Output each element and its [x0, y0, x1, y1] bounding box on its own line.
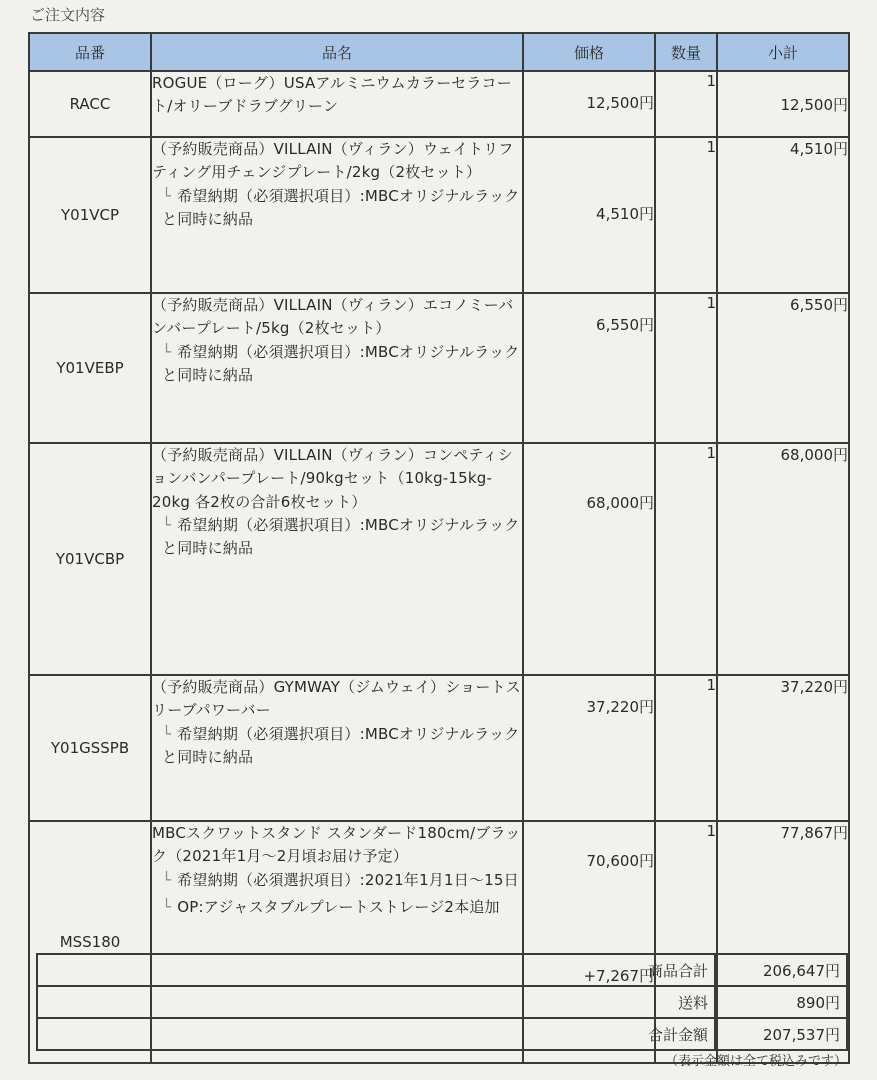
option-marker: └ [162, 870, 172, 889]
item-name: （予約販売商品）VILLAIN（ヴィラン）エコノミーバンバープレート/5kg（2枚セット） [152, 296, 514, 338]
totals-label: 送料 [37, 986, 715, 1018]
item-name: ROGUE（ローグ）USAアルミニウムカラーセラコート/オリーブドラブグリーン [152, 74, 512, 116]
header-subtotal: 小計 [717, 33, 849, 71]
item-qty: 1 [655, 821, 717, 1063]
header-qty: 数量 [655, 33, 717, 71]
totals-row [37, 1018, 847, 1050]
option-marker: └ [162, 897, 172, 916]
item-code: Y01GSSPB [29, 675, 151, 821]
option-marker: └ [162, 342, 172, 361]
option-text: 希望納期（必須選択項目）:MBCオリジナルラックと同時に納品 [162, 515, 520, 557]
option-text: 希望納期（必須選択項目）:MBCオリジナルラックと同時に納品 [162, 342, 520, 384]
item-price: 6,550円 [523, 293, 655, 443]
option-marker: └ [162, 724, 172, 743]
item-name: （予約販売商品）VILLAIN（ヴィラン）ウェイトリフティング用チェンジプレート/2kg（2枚セット） [152, 140, 514, 182]
item-qty: 1 [655, 137, 717, 293]
totals-label: 商品合計 [37, 954, 715, 986]
item-qty: 1 [655, 443, 717, 675]
table-row [29, 675, 849, 821]
item-price-extra: +7,267円 [583, 967, 654, 986]
header-price: 価格 [523, 33, 655, 71]
item-option [152, 514, 522, 561]
item-subtotal: 37,220円 [717, 675, 849, 821]
item-name-cell [151, 137, 523, 293]
item-option [152, 723, 522, 770]
item-subtotal: 6,550円 [717, 293, 849, 443]
table-header-row [29, 33, 849, 71]
option-marker: └ [162, 515, 172, 534]
header-name: 品名 [151, 33, 523, 71]
item-code: RACC [29, 71, 151, 137]
item-price: 37,220円 [523, 675, 655, 821]
item-price: 68,000円 [523, 443, 655, 675]
item-name: （予約販売商品）VILLAIN（ヴィラン）コンペティションバンパープレート/90kgセット（10kg-15kg-20kg 各2枚の合計6枚セット） [152, 446, 513, 511]
item-price: 70,600円 [586, 852, 654, 870]
page-title: ご注文内容 [30, 6, 106, 24]
table-row [29, 137, 849, 293]
item-code: Y01VCBP [29, 443, 151, 675]
item-option [152, 869, 522, 892]
item-name-cell [151, 443, 523, 675]
item-name-cell [151, 71, 523, 137]
item-option [152, 341, 522, 388]
item-option [152, 896, 522, 919]
item-qty: 1 [655, 293, 717, 443]
item-name-cell [151, 675, 523, 821]
totals-value: 207,537円 [715, 1018, 847, 1050]
totals-row [37, 986, 847, 1018]
totals-value: 890円 [715, 986, 847, 1018]
option-text: 希望納期（必須選択項目）:MBCオリジナルラックと同時に納品 [162, 186, 520, 228]
table-row [29, 293, 849, 443]
item-name: （予約販売商品）GYMWAY（ジムウェイ）ショートスリーブパワーバー [152, 678, 521, 720]
option-marker: └ [162, 186, 172, 205]
option-text: OP:アジャスタブルプレートストレージ2本追加 [177, 897, 500, 916]
item-price: 4,510円 [523, 137, 655, 293]
table-row [29, 71, 849, 137]
item-code: Y01VCP [29, 137, 151, 293]
item-code: MSS180 [29, 821, 151, 1063]
tax-footnote: （表示金額は全て税込みです） [664, 1054, 847, 1069]
option-text: 希望納期（必須選択項目）:2021年1月1日～15日 [177, 870, 519, 889]
option-text: 希望納期（必須選択項目）:MBCオリジナルラックと同時に納品 [162, 724, 520, 766]
item-qty: 1 [655, 71, 717, 137]
table-row [29, 443, 849, 675]
header-code: 品番 [29, 33, 151, 71]
item-qty: 1 [655, 675, 717, 821]
item-price: 12,500円 [523, 71, 655, 137]
item-name: MBCスクワットスタンド スタンダード180cm/ブラック（2021年1月～2月頃お届け予定） [152, 824, 521, 866]
totals-label: 合計金額 [37, 1018, 715, 1050]
totals-row [37, 954, 847, 986]
item-option [152, 185, 522, 232]
item-subtotal: 4,510円 [717, 137, 849, 293]
item-code: Y01VEBP [29, 293, 151, 443]
item-name-cell [151, 293, 523, 443]
item-subtotal: 68,000円 [717, 443, 849, 675]
totals-value: 206,647円 [715, 954, 847, 986]
item-subtotal: 12,500円 [717, 71, 849, 137]
item-subtotal: 77,867円 [717, 821, 849, 1063]
totals-table [36, 953, 848, 1051]
order-table [28, 32, 850, 1064]
